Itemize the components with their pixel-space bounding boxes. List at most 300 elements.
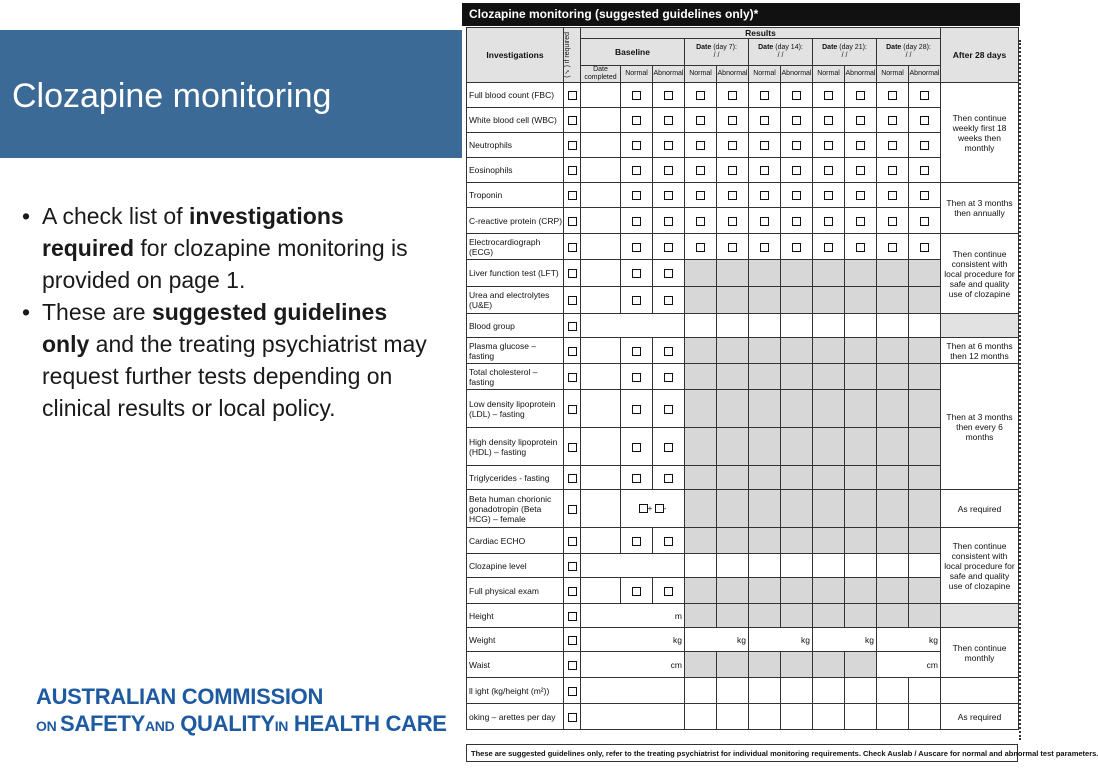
table-row (467, 234, 1019, 260)
date-completed-cell[interactable] (581, 260, 621, 287)
day-checkbox[interactable] (792, 141, 801, 150)
checkbox-cell (909, 183, 941, 208)
if-required-checkbox[interactable] (568, 322, 577, 331)
shaded-cell (813, 490, 845, 528)
header-date-day (749, 39, 813, 66)
checkbox-cell (813, 133, 845, 158)
shaded-cell (749, 364, 781, 390)
entry-cell[interactable] (581, 554, 685, 578)
unit-cell[interactable]: kg (749, 628, 813, 652)
baseline-abnormal-checkbox[interactable] (664, 116, 673, 125)
shaded-cell (877, 364, 909, 390)
day-checkbox[interactable] (920, 116, 929, 125)
day-checkbox[interactable] (888, 243, 897, 252)
unit-cell[interactable]: cm (581, 652, 685, 678)
shaded-cell (685, 338, 717, 364)
logo-quality: QUALITY (180, 711, 275, 736)
checkbox-cell (877, 234, 909, 260)
day-checkbox[interactable] (696, 217, 705, 226)
header-investigations: Investigations (467, 28, 564, 83)
day-checkbox[interactable] (728, 217, 737, 226)
table-row (467, 364, 1019, 390)
after-28-days-note: Then at 3 months then annually (941, 183, 1019, 234)
shaded-cell (845, 466, 877, 490)
baseline-normal-checkbox[interactable] (632, 296, 641, 305)
blank-cell (909, 678, 941, 704)
baseline-normal-checkbox[interactable] (632, 443, 641, 452)
checkbox-cell (717, 234, 749, 260)
blank-cell (717, 678, 749, 704)
shaded-cell (685, 528, 717, 554)
entry-cell[interactable] (581, 314, 685, 338)
day-checkbox[interactable] (856, 91, 865, 100)
checkbox-cell (564, 133, 581, 158)
checkbox-cell (564, 704, 581, 730)
blank-cell (813, 554, 845, 578)
day-checkbox[interactable] (824, 243, 833, 252)
checkbox-cell (749, 108, 781, 133)
day-checkbox[interactable] (856, 166, 865, 175)
blank-cell (685, 704, 717, 730)
date-completed-cell[interactable] (581, 364, 621, 390)
baseline-normal-checkbox[interactable] (632, 243, 641, 252)
day-checkbox[interactable] (696, 141, 705, 150)
shaded-cell (749, 490, 781, 528)
baseline-abnormal-checkbox[interactable] (664, 474, 673, 483)
checkbox-cell (653, 338, 685, 364)
day-checkbox[interactable] (792, 217, 801, 226)
checkbox-cell (685, 158, 717, 183)
checkbox-cell (621, 108, 653, 133)
after-28-days-note: Then continue monthly (941, 628, 1019, 678)
date-completed-cell[interactable] (581, 83, 621, 108)
if-required-checkbox[interactable] (568, 166, 577, 175)
day-checkbox[interactable] (728, 166, 737, 175)
day-checkbox[interactable] (856, 217, 865, 226)
if-required-checkbox[interactable] (568, 713, 577, 722)
header-date-day (877, 39, 941, 66)
bullet-bold: investigations required (42, 203, 344, 261)
investigation-name: Blood group (467, 314, 564, 338)
negative-checkbox[interactable] (655, 504, 664, 513)
baseline-normal-checkbox[interactable] (632, 347, 641, 356)
date-completed-cell[interactable] (581, 490, 621, 528)
baseline-normal-checkbox[interactable] (632, 587, 641, 596)
unit-cell[interactable]: cm (877, 652, 941, 678)
unit-cell[interactable]: kg (813, 628, 877, 652)
table-row (467, 390, 1019, 428)
if-required-checkbox[interactable] (568, 443, 577, 452)
investigation-name: Low density lipoprotein (LDL) – fasting (467, 390, 564, 428)
if-required-checkbox[interactable] (568, 217, 577, 226)
if-required-checkbox[interactable] (568, 661, 577, 670)
shaded-cell (909, 287, 941, 314)
date-slash: / / (905, 52, 912, 59)
checkbox-cell (813, 208, 845, 234)
if-required-checkbox[interactable] (568, 243, 577, 252)
checkbox-cell (749, 133, 781, 158)
shaded-cell (877, 390, 909, 428)
investigation-name: ll ight (kg/height (m²)) (467, 678, 564, 704)
baseline-normal-checkbox[interactable] (632, 269, 641, 278)
day-checkbox[interactable] (792, 166, 801, 175)
if-required-checkbox[interactable] (568, 687, 577, 696)
investigation-name: Beta human chorionic gonadotropin (Beta HCG) – female (467, 490, 564, 528)
day-checkbox[interactable] (760, 191, 769, 200)
baseline-normal-checkbox[interactable] (632, 217, 641, 226)
if-required-checkbox[interactable] (568, 373, 577, 382)
if-required-checkbox[interactable] (568, 636, 577, 645)
checkbox-cell (717, 133, 749, 158)
day-checkbox[interactable] (824, 141, 833, 150)
checkbox-cell (845, 83, 877, 108)
baseline-abnormal-checkbox[interactable] (664, 373, 673, 382)
header-abnormal: Abnormal (717, 66, 749, 83)
day-checkbox[interactable] (824, 217, 833, 226)
if-required-checkbox[interactable] (568, 562, 577, 571)
blank-cell (877, 678, 909, 704)
if-required-checkbox[interactable] (568, 474, 577, 483)
investigation-name: High density lipoprotein (HDL) – fasting (467, 428, 564, 466)
checkbox-cell (564, 490, 581, 528)
after-28-days-blank (941, 678, 1019, 704)
table-row (467, 554, 1019, 578)
checkbox-cell (717, 158, 749, 183)
bullet-list (22, 200, 427, 424)
day-checkbox[interactable] (856, 243, 865, 252)
date-completed-cell[interactable] (581, 234, 621, 260)
day-checkbox[interactable] (920, 91, 929, 100)
checkbox-cell (621, 158, 653, 183)
baseline-abnormal-checkbox[interactable] (664, 347, 673, 356)
baseline-normal-checkbox[interactable] (632, 474, 641, 483)
table-row (467, 260, 1019, 287)
day-checkbox[interactable] (920, 166, 929, 175)
blank-cell (845, 704, 877, 730)
baseline-abnormal-checkbox[interactable] (664, 587, 673, 596)
baseline-abnormal-checkbox[interactable] (664, 243, 673, 252)
baseline-abnormal-checkbox[interactable] (664, 141, 673, 150)
day-checkbox[interactable] (728, 191, 737, 200)
if-required-checkbox[interactable] (568, 537, 577, 546)
monitoring-table (466, 27, 1019, 730)
shaded-cell (781, 466, 813, 490)
checkbox-cell (564, 390, 581, 428)
date-completed-cell[interactable] (581, 466, 621, 490)
day-checkbox[interactable] (792, 243, 801, 252)
shaded-cell (877, 490, 909, 528)
unit-cell[interactable]: kg (877, 628, 941, 652)
shaded-cell (685, 578, 717, 604)
date-completed-cell[interactable] (581, 578, 621, 604)
shaded-cell (877, 466, 909, 490)
checkbox-cell (564, 287, 581, 314)
checkbox-cell (877, 108, 909, 133)
baseline-normal-checkbox[interactable] (632, 141, 641, 150)
entry-cell[interactable] (581, 704, 685, 730)
checkbox-cell (877, 183, 909, 208)
checkbox-cell (653, 83, 685, 108)
shaded-cell (813, 390, 845, 428)
shaded-cell (813, 466, 845, 490)
shaded-cell (909, 528, 941, 554)
shaded-cell (717, 390, 749, 428)
day-checkbox[interactable] (760, 116, 769, 125)
investigation-name: Total cholesterol – fasting (467, 364, 564, 390)
day-checkbox[interactable] (760, 217, 769, 226)
blank-cell (749, 704, 781, 730)
shaded-cell (781, 260, 813, 287)
date-completed-cell[interactable] (581, 428, 621, 466)
header-normal: Normal (621, 66, 653, 83)
blank-cell (717, 704, 749, 730)
day-checkbox[interactable] (920, 191, 929, 200)
day-checkbox[interactable] (792, 91, 801, 100)
if-required-checkbox[interactable] (568, 296, 577, 305)
day-checkbox[interactable] (856, 141, 865, 150)
shaded-cell (781, 390, 813, 428)
baseline-abnormal-checkbox[interactable] (664, 443, 673, 452)
day-checkbox[interactable] (760, 243, 769, 252)
shaded-cell (845, 652, 877, 678)
bullet-dot: • (22, 203, 31, 229)
day-checkbox[interactable] (760, 166, 769, 175)
blank-cell (685, 314, 717, 338)
day-checkbox[interactable] (920, 243, 929, 252)
date-completed-cell[interactable] (581, 338, 621, 364)
investigation-name: Liver function test (LFT) (467, 260, 564, 287)
day-checkbox[interactable] (888, 191, 897, 200)
shaded-cell (685, 652, 717, 678)
if-required-checkbox[interactable] (568, 116, 577, 125)
shaded-cell (845, 287, 877, 314)
shaded-cell (781, 652, 813, 678)
investigation-name: White blood cell (WBC) (467, 108, 564, 133)
date-completed-cell[interactable] (581, 158, 621, 183)
checkbox-cell (564, 528, 581, 554)
header-date-day (685, 39, 749, 66)
day-checkbox[interactable] (888, 116, 897, 125)
checkbox-cell (749, 158, 781, 183)
baseline-normal-checkbox[interactable] (632, 91, 641, 100)
baseline-abnormal-checkbox[interactable] (664, 217, 673, 226)
shaded-cell (813, 652, 845, 678)
if-required-checkbox[interactable] (568, 141, 577, 150)
baseline-abnormal-checkbox[interactable] (664, 296, 673, 305)
checkbox-cell (653, 108, 685, 133)
checkbox-cell (749, 208, 781, 234)
if-required-checkbox[interactable] (568, 405, 577, 414)
checkbox-cell (845, 158, 877, 183)
day-checkbox[interactable] (824, 166, 833, 175)
day-checkbox[interactable] (824, 116, 833, 125)
if-required-checkbox[interactable] (568, 269, 577, 278)
shaded-cell (909, 390, 941, 428)
day-checkbox[interactable] (824, 91, 833, 100)
checkbox-cell (653, 528, 685, 554)
logo-safety: SAFETY (60, 711, 145, 736)
shaded-cell (717, 428, 749, 466)
investigation-name: Full physical exam (467, 578, 564, 604)
blank-cell (845, 678, 877, 704)
date-completed-cell[interactable] (581, 208, 621, 234)
baseline-abnormal-checkbox[interactable] (664, 269, 673, 278)
baseline-abnormal-checkbox[interactable] (664, 191, 673, 200)
shaded-cell (749, 287, 781, 314)
baseline-abnormal-checkbox[interactable] (664, 166, 673, 175)
day-checkbox[interactable] (696, 191, 705, 200)
bullet-item (22, 200, 427, 296)
shaded-cell (877, 578, 909, 604)
checkbox-cell (845, 183, 877, 208)
day-checkbox[interactable] (728, 91, 737, 100)
checkbox-cell (813, 183, 845, 208)
day-label: (day 21): (839, 44, 867, 51)
baseline-abnormal-checkbox[interactable] (664, 537, 673, 546)
shaded-cell (909, 490, 941, 528)
checkbox-cell (685, 208, 717, 234)
day-checkbox[interactable] (760, 91, 769, 100)
monitoring-document (462, 0, 1098, 768)
baseline-normal-checkbox[interactable] (632, 405, 641, 414)
table-row (467, 287, 1019, 314)
shaded-cell (813, 260, 845, 287)
day-checkbox[interactable] (728, 141, 737, 150)
day-checkbox[interactable] (696, 91, 705, 100)
day-checkbox[interactable] (728, 116, 737, 125)
checkbox-cell (717, 208, 749, 234)
baseline-abnormal-checkbox[interactable] (664, 91, 673, 100)
unit-cell[interactable]: kg (581, 628, 685, 652)
checkbox-cell (717, 183, 749, 208)
if-required-checkbox[interactable] (568, 91, 577, 100)
checkbox-cell (781, 183, 813, 208)
shaded-cell (685, 287, 717, 314)
after-28-days-note: Then at 3 months then every 6 months (941, 364, 1019, 490)
checkbox-cell (564, 234, 581, 260)
date-slash: / / (713, 52, 720, 59)
if-required-checkbox[interactable] (568, 191, 577, 200)
blank-cell (685, 554, 717, 578)
checkbox-cell (685, 83, 717, 108)
checkbox-cell (621, 428, 653, 466)
blank-cell (781, 678, 813, 704)
checkbox-cell (749, 183, 781, 208)
checkbox-cell (621, 466, 653, 490)
table-row (467, 604, 1019, 628)
unit-cell[interactable]: m (581, 604, 685, 628)
slide-title: Clozapine monitoring (12, 77, 332, 115)
day-checkbox[interactable] (696, 166, 705, 175)
date-completed-cell[interactable] (581, 108, 621, 133)
baseline-normal-checkbox[interactable] (632, 116, 641, 125)
checkbox-cell (621, 133, 653, 158)
entry-cell[interactable] (581, 678, 685, 704)
day-checkbox[interactable] (888, 166, 897, 175)
shaded-cell (813, 604, 845, 628)
checkbox-cell (564, 83, 581, 108)
header-after-28-days: After 28 days (941, 28, 1019, 83)
day-checkbox[interactable] (888, 141, 897, 150)
checkbox-cell (653, 260, 685, 287)
checkbox-cell (564, 338, 581, 364)
shaded-cell (717, 466, 749, 490)
checkbox-cell (653, 466, 685, 490)
header-baseline: Baseline (581, 39, 685, 66)
positive-checkbox[interactable] (639, 504, 648, 513)
checkbox-cell (877, 83, 909, 108)
table-row (467, 183, 1019, 208)
checkbox-cell (621, 208, 653, 234)
checkbox-cell (653, 183, 685, 208)
day-checkbox[interactable] (760, 141, 769, 150)
after-28-days-note: As required (941, 704, 1019, 730)
baseline-normal-checkbox[interactable] (632, 537, 641, 546)
if-required-checkbox[interactable] (568, 347, 577, 356)
if-required-label: (✓) if required (564, 32, 571, 78)
bullet-text: A check list of (42, 203, 190, 229)
baseline-normal-checkbox[interactable] (632, 373, 641, 382)
blank-cell (877, 554, 909, 578)
day-checkbox[interactable] (888, 91, 897, 100)
date-completed-cell[interactable] (581, 183, 621, 208)
table-row (467, 428, 1019, 466)
checkbox-cell (781, 158, 813, 183)
baseline-abnormal-checkbox[interactable] (664, 405, 673, 414)
date-completed-cell[interactable] (581, 528, 621, 554)
header-abnormal: Abnormal (781, 66, 813, 83)
day-checkbox[interactable] (824, 191, 833, 200)
day-checkbox[interactable] (696, 243, 705, 252)
checkbox-cell (749, 83, 781, 108)
investigation-name: Weight (467, 628, 564, 652)
baseline-normal-checkbox[interactable] (632, 166, 641, 175)
day-checkbox[interactable] (792, 116, 801, 125)
shaded-cell (749, 528, 781, 554)
shaded-cell (717, 338, 749, 364)
checkbox-cell (781, 133, 813, 158)
day-checkbox[interactable] (856, 116, 865, 125)
day-checkbox[interactable] (888, 217, 897, 226)
blank-cell (877, 314, 909, 338)
day-checkbox[interactable] (920, 217, 929, 226)
after-28-days-note: Then at 6 months then 12 months (941, 338, 1019, 364)
day-checkbox[interactable] (856, 191, 865, 200)
logo-line-2 (36, 710, 447, 740)
if-required-checkbox[interactable] (568, 505, 577, 514)
date-completed-cell[interactable] (581, 287, 621, 314)
table-row (467, 133, 1019, 158)
if-required-checkbox[interactable] (568, 587, 577, 596)
day-checkbox[interactable] (792, 191, 801, 200)
baseline-normal-checkbox[interactable] (632, 191, 641, 200)
date-completed-cell[interactable] (581, 133, 621, 158)
unit-cell[interactable]: kg (685, 628, 749, 652)
day-checkbox[interactable] (728, 243, 737, 252)
bullet-bold: suggested guidelines only (42, 299, 388, 357)
day-checkbox[interactable] (920, 141, 929, 150)
blank-cell (813, 704, 845, 730)
investigation-name: Waist (467, 652, 564, 678)
after-28-days-note: As required (941, 490, 1019, 528)
blank-cell (749, 314, 781, 338)
day-checkbox[interactable] (696, 116, 705, 125)
table-row (467, 108, 1019, 133)
if-required-checkbox[interactable] (568, 612, 577, 621)
table-row (467, 628, 1019, 652)
checkbox-cell (564, 260, 581, 287)
date-completed-cell[interactable] (581, 390, 621, 428)
